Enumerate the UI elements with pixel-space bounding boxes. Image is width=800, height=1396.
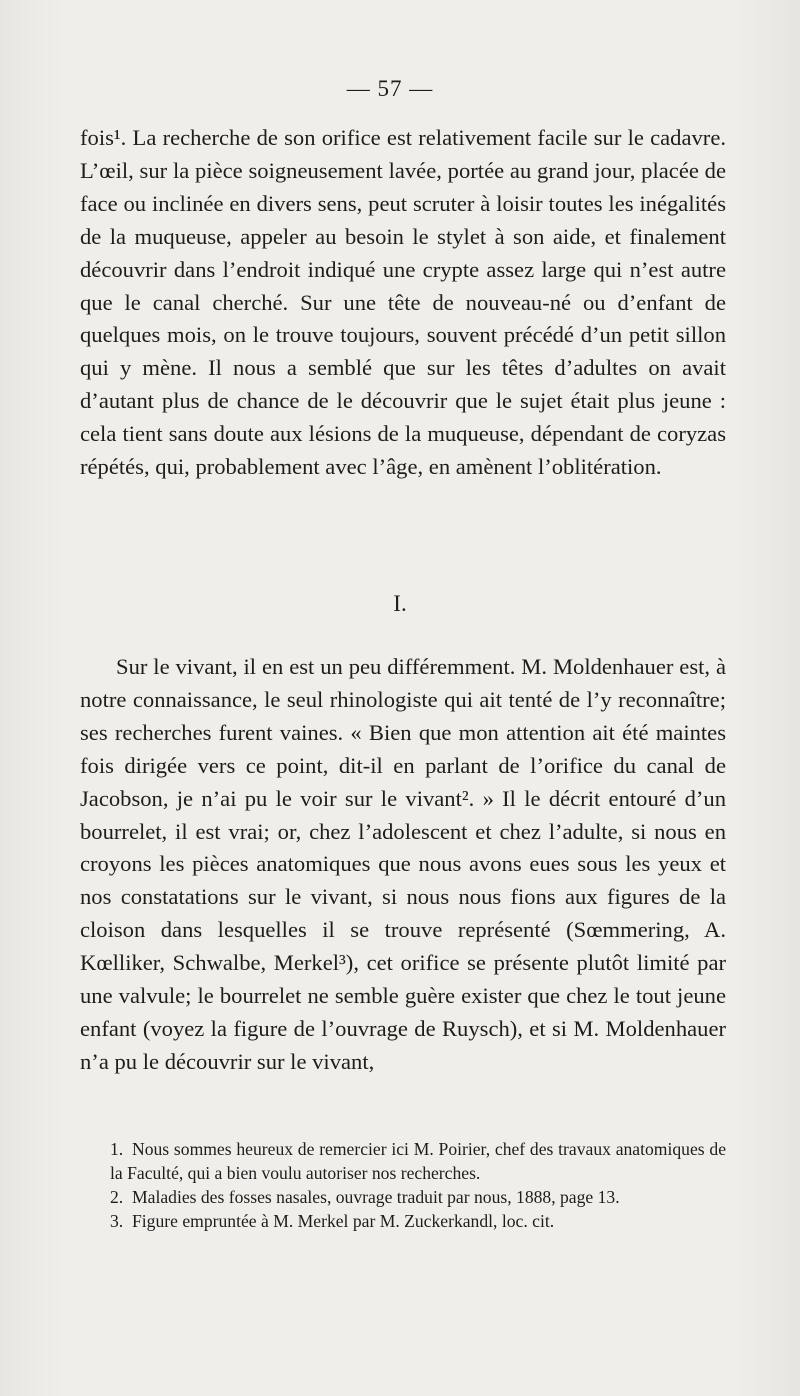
- footnote-1-number: 1.: [110, 1139, 124, 1159]
- footnote-3: [80, 1209, 726, 1233]
- footnote-3-number: 3.: [110, 1211, 124, 1231]
- paragraph-continuation: fois¹. La recherche de son orifice est relativement facile sur le cadavre. L’œil, sur la pièce soigneusement lavée, portée au grand jour, placée de face ou inclinée en divers sens, peut scruter à loisir toutes les inégalités de la muqueuse, appeler au besoin le stylet à son aide, et finalement découvrir dans l’endroit indiqué une crypte assez large qui n’est autre que le canal cherché. Sur une tête de nouveau-né ou d’enfant de quelques mois, on le trouve toujours, souvent précédé d’un petit sillon qui y mène. Il nous a semblé que sur les têtes d’adultes on avait d’autant plus de chance de le découvrir que le sujet était plus jeune : cela tient sans doute aux lésions de la muqueuse, dépendant de coryzas répétés, qui, probablement avec l’âge, en amènent l’oblitération.: [80, 125, 726, 480]
- footnotes: [80, 1137, 726, 1233]
- paragraph-living-subject: Sur le vivant, il en est un peu différemment. M. Moldenhauer est, à notre connaissance, le seul rhinologiste qui ait tenté de l’y reconnaître; ses recherches furent vaines. « Bien que mon attention ait été maintes fois dirigée vers ce point, dit-il en parlant de l’orifice du canal de Jacobson, je n’ai pu le voir sur le vivant². » Il le décrit entouré d’un bourrelet, il est vrai; or, chez l’adolescent et chez l’adulte, si nous en croyons les pièces anatomiques que nous avons eues sous les yeux et nos constatations sur le vivant, si nous nous fions aux figures de la cloison dans lesquelles il se trouve représenté (Sœmmering, A. Kœlliker, Schwalbe, Merkel³), cet orifice se présente plutôt limité par une valvule; le bourrelet ne semble guère exister que chez le tout jeune enfant (voyez la figure de l’ouvrage de Ruysch), et si M. Moldenhauer n’a pu le découvrir sur le vivant,: [80, 654, 726, 1074]
- footnote-2-text: Maladies des fosses nasales, ouvrage traduit par nous, 1888, page 13.: [132, 1187, 620, 1207]
- page-number: — 57 —: [346, 76, 434, 101]
- footnote-1-text: Nous sommes heureux de remercier ici M. Poirier, chef des travaux anatomiques de la Faculté, qui a bien voulu autoriser nos recherches.: [110, 1139, 726, 1183]
- footnote-1: [80, 1137, 726, 1185]
- footnote-3-text: Figure empruntée à M. Merkel par M. Zuckerkandl, loc. cit.: [132, 1211, 555, 1231]
- section-heading: I.: [393, 591, 407, 616]
- footnote-2: [80, 1185, 726, 1209]
- footnote-2-number: 2.: [110, 1187, 124, 1207]
